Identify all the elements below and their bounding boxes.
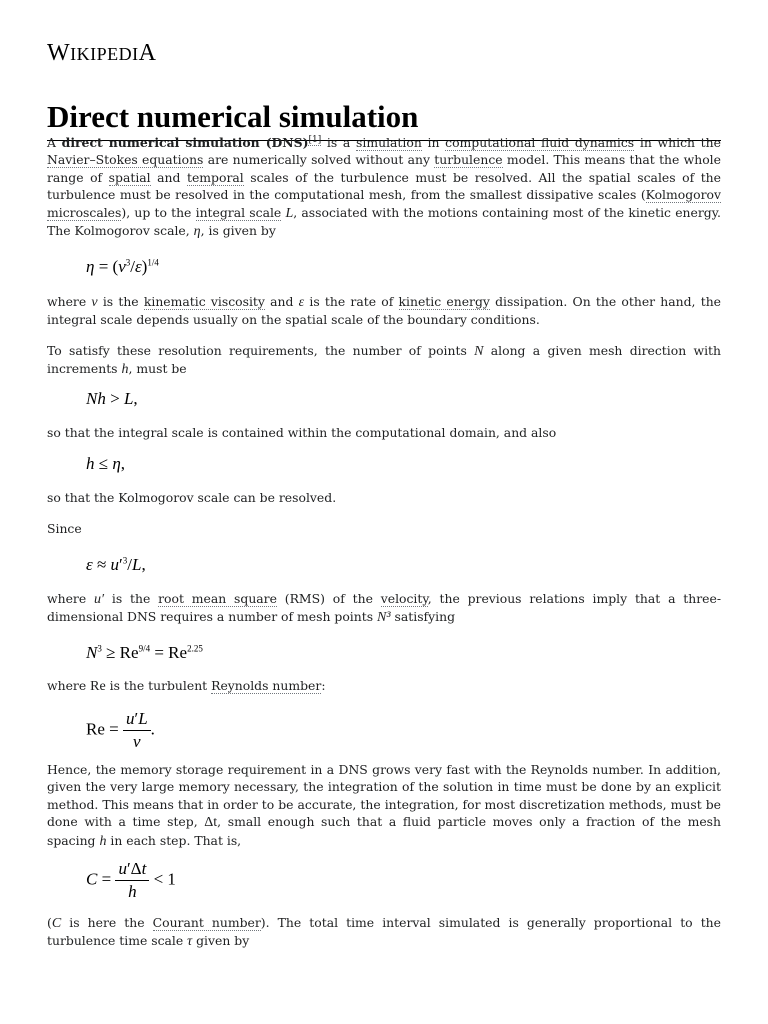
link-kinematic-viscosity[interactable]: kinematic viscosity xyxy=(143,294,265,309)
paragraph-kolmogorov-resolved: so that the Kolmogorov scale can be resolved. xyxy=(47,490,337,505)
link-turbulence[interactable]: turbulence xyxy=(434,152,503,168)
paragraph-courant: (C is here the Courant number). The total time interval simulated is generally proportional to the turbulence time scale τ given by xyxy=(47,915,721,950)
link-kinetic-energy[interactable]: kinetic energy xyxy=(398,294,490,309)
link-courant-number[interactable]: Courant number xyxy=(152,915,261,930)
link-root-mean-square[interactable]: root mean square xyxy=(158,591,277,606)
link-kolmogorov[interactable]: Kolmogorov microscales xyxy=(47,187,721,220)
intro-paragraph: A direct numerical simulation (DNS)[1] is a simulation in computational fluid dynamics in which the Navier–Stokes equations are numerically solved without any turbulence model. This means that the whole range of spatial and temporal scales of the turbulence must be resolved. All the spatial scales of the turbulence must be resolved in the computational mesh, from the smallest dissipative scales (Kolmogorov microscales), up to the integral scale L, associated with the motions containing most of the kinetic energy. The Kolmogorov scale, η, is given by xyxy=(47,134,721,240)
link-simulation[interactable]: simulation xyxy=(356,135,422,150)
paragraph-rms: where u′ is the root mean square (RMS) of the velocity, the previous relations imply that a three-dimensional DNS requires a number of mesh points N³ satisfying xyxy=(47,591,722,626)
paragraph-since: Since xyxy=(47,521,82,536)
page-title: Direct numerical simulation xyxy=(47,98,721,141)
equation-reynolds: Re = $\frac{u'L}{\nu}$ . xyxy=(86,709,155,751)
equation-epsilon: $\varepsilon \approx u'^3/L$, xyxy=(86,555,146,574)
equation-nh-gt-l: Nh > L, xyxy=(86,389,138,408)
equation-h-le-eta: h ≤ η, xyxy=(86,454,126,473)
paragraph-resolution: To satisfy these resolution requirements, the number of points N along a given mesh direction with increments h, must be xyxy=(47,343,722,378)
equation-n-cubed: $N^3 \ge Re^{9/4} = Re^{2.25}$ xyxy=(86,643,203,662)
equation-kolmogorov-scale: $\eta = (\nu^3/\varepsilon)^{1/4}$ xyxy=(86,257,159,276)
link-velocity[interactable]: velocity xyxy=(380,591,428,606)
paragraph-memory: Hence, the memory storage requirement in a DNS grows very fast with the Reynolds number. In addition, given the very large memory necessary, the integration of the solution in time must be done by an explicit method. This means that in order to be accurate, the integration, for most discretization methods, must be done with a time step, Δt, small enough such that a fluid particle moves only a fraction of the mesh spacing h in each step. That is, xyxy=(47,762,721,849)
dns-term: direct numerical simulation (DNS) xyxy=(61,135,309,150)
paragraph-integral-domain: so that the integral scale is contained within the computational domain, and also xyxy=(47,425,557,440)
link-spatial[interactable]: spatial xyxy=(108,169,151,185)
paragraph-viscosity: where ν is the kinematic viscosity and ε is the rate of kinetic energy dissipation. On the other hand, the integral scale depends usually on the spatial scale of the boundary conditions. xyxy=(47,294,722,328)
equation-courant: C = $\frac{u'\Delta t}{h}$ < 1 xyxy=(86,859,176,901)
reference-1[interactable]: [1] xyxy=(308,134,322,145)
wikipedia-wordmark[interactable]: WIKIPEDIA xyxy=(47,40,157,66)
link-reynolds-number[interactable]: Reynolds number xyxy=(211,678,322,693)
link-temporal[interactable]: temporal xyxy=(187,169,244,185)
link-cfd[interactable]: computational fluid dynamics xyxy=(445,135,635,150)
link-integral-scale[interactable]: integral scale xyxy=(195,204,282,220)
link-navier-stokes[interactable]: Navier–Stokes equations xyxy=(47,152,204,168)
paragraph-reynolds: where Re is the turbulent Reynolds number: xyxy=(47,678,326,694)
